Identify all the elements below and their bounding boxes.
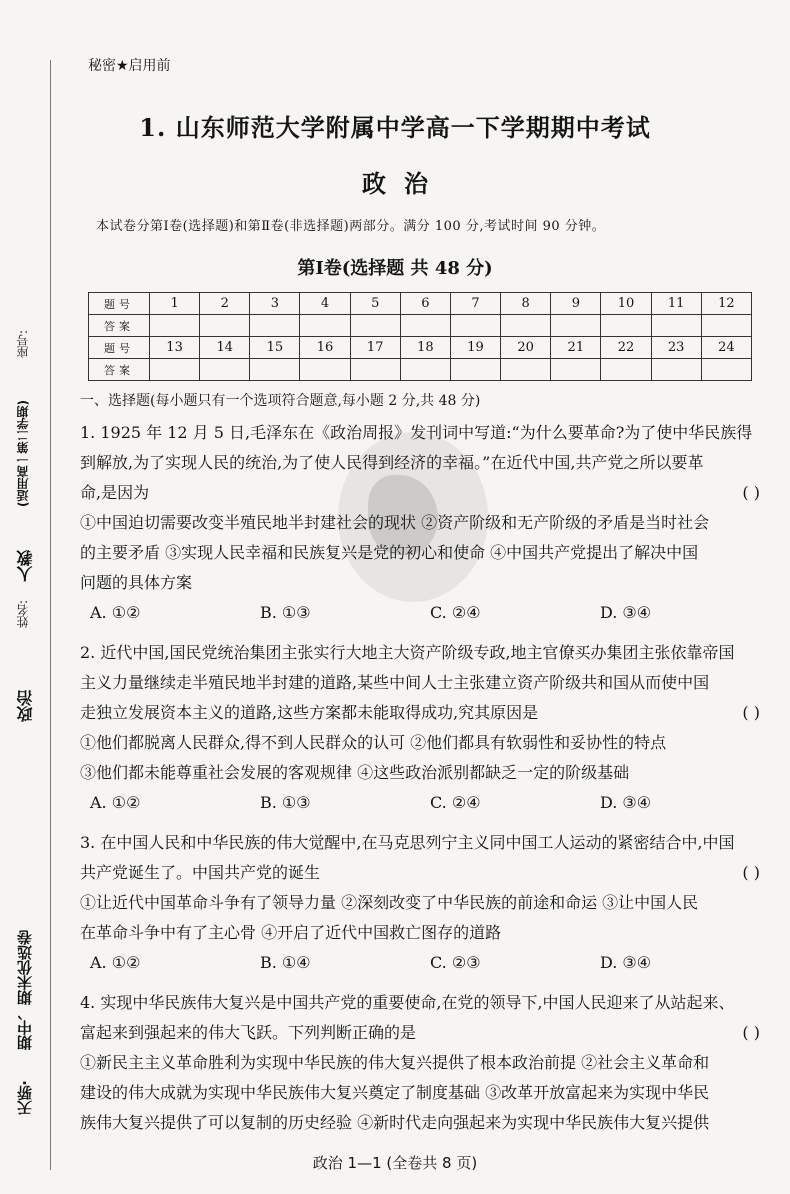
part-one-title: 第Ⅰ卷(选择题 共 48 分) — [297, 258, 493, 279]
options-row — [90, 948, 770, 978]
answer-paren[interactable]: ( ) — [742, 1023, 760, 1042]
margin-name-label: 姓名: — [16, 600, 30, 629]
question-number-cell: 7 — [450, 293, 500, 315]
question-number-cell: 3 — [250, 293, 300, 315]
option-b[interactable]: B. ①③ — [260, 793, 311, 812]
question-number-cell: 1 — [150, 293, 200, 315]
answer-cell[interactable] — [450, 359, 500, 381]
answer-paren[interactable]: ( ) — [742, 863, 760, 882]
section-heading: 一、选择题(每小题只有一个选项符合题意,每小题 2 分,共 48 分) — [80, 393, 481, 409]
question-3 — [80, 828, 770, 978]
answer-cell[interactable] — [250, 315, 300, 337]
question-number-cell: 23 — [651, 337, 701, 359]
page-footer: 政治 1—1 (全卷共 8 页) — [312, 1154, 478, 1172]
row-label: 题号 — [89, 337, 150, 359]
option-a[interactable]: A. ①② — [90, 793, 141, 812]
statement-line: ①中国迫切需要改变半殖民地半封建社会的现状 ②资产阶级和无产阶级的矛盾是当时社会 — [80, 513, 710, 532]
margin-brand-label: 天骄· — [16, 1080, 34, 1116]
statement-line: 在革命斗争中有了主心骨 ④开启了近代中国救亡图存的道路 — [80, 923, 502, 942]
question-number-cell: 17 — [350, 337, 400, 359]
question-stem-line: 1. 1925 年 12 月 5 日,毛泽东在《政治周报》发刊词中写道:“为什么要革命?为了使中华民族得 — [80, 423, 753, 442]
question-number-cell: 24 — [701, 337, 751, 359]
option-d[interactable]: D. ③④ — [600, 953, 652, 972]
question-4 — [80, 988, 770, 1138]
answer-paren[interactable]: ( ) — [742, 483, 760, 502]
margin-edition-label: 人教 — [16, 550, 35, 582]
question-number-cell: 15 — [250, 337, 300, 359]
question-number-cell: 10 — [601, 293, 651, 315]
answer-cell[interactable] — [350, 359, 400, 381]
row-label: 答案 — [89, 315, 150, 337]
statement-line: 建设的伟大成就为实现中华民族伟大复兴奠定了制度基础 ③改革开放富起来为实现中华民 — [80, 1083, 710, 1102]
question-stem-line: 命,是因为 — [80, 483, 150, 502]
answer-cell[interactable] — [150, 359, 200, 381]
option-c[interactable]: C. ②④ — [430, 793, 481, 812]
statement-line: 的主要矛盾 ③实现人民幸福和民族复兴是党的初心和使命 ④中国共产党提出了解决中国 — [80, 543, 699, 562]
statement-line: 族伟大复兴提供了可以复制的历史经验 ④新时代走向强起来为实现中华民族伟大复兴提供 — [80, 1113, 710, 1132]
margin-seat-label: 座号: — [16, 330, 30, 359]
question-number-cell: 16 — [300, 337, 350, 359]
answer-cell[interactable] — [601, 315, 651, 337]
secret-label: 秘密★启用前 — [88, 58, 171, 74]
option-c[interactable]: C. ②③ — [430, 953, 481, 972]
question-stem-line: 3. 在中国人民和中华民族的伟大觉醒中,在马克思列宁主义同中国工人运动的紧密结合中,中国 — [80, 833, 735, 852]
answer-cell[interactable] — [651, 359, 701, 381]
exam-intro: 本试卷分第Ⅰ卷(选择题)和第Ⅱ卷(非选择题)两部分。满分 100 分,考试时间 90 分钟。 — [96, 219, 606, 234]
option-b[interactable]: B. ①③ — [260, 603, 311, 622]
question-number-cell: 11 — [651, 293, 701, 315]
answer-cell[interactable] — [501, 359, 551, 381]
exam-title: 1. 山东师范大学附属中学高一下学期期中考试 — [139, 113, 651, 142]
question-number-cell: 18 — [400, 337, 450, 359]
question-stem-line: 到解放,为了实现人民的统治,为了使人民得到经济的幸福。”在近代中国,共产党之所以要革 — [80, 453, 704, 472]
answer-cell[interactable] — [150, 315, 200, 337]
answer-cell[interactable] — [400, 315, 450, 337]
question-number-cell: 2 — [200, 293, 250, 315]
statement-line: ①新民主主义革命胜利为实现中华民族的伟大复兴提供了根本政治前提 ②社会主义革命和 — [80, 1053, 710, 1072]
question-number-cell: 8 — [501, 293, 551, 315]
binding-line — [50, 60, 51, 1170]
statement-line: ③他们都未能尊重社会发展的客观规律 ④这些政治派别都缺乏一定的阶级基础 — [80, 763, 630, 782]
answer-paren[interactable]: ( ) — [742, 703, 760, 722]
question-number-cell: 6 — [400, 293, 450, 315]
options-row — [90, 598, 770, 628]
statement-line: ①让近代中国革命斗争有了领导力量 ②深刻改变了中华民族的前途和命运 ③让中国人民 — [80, 893, 699, 912]
question-number-cell: 5 — [350, 293, 400, 315]
question-stem-line: 富起来到强起来的伟大飞跃。下列判断正确的是 — [80, 1023, 417, 1042]
question-stem-line: 走独立发展资本主义的道路,这些方案都未能取得成功,究其原因是 — [80, 703, 539, 722]
question-number-cell: 9 — [551, 293, 601, 315]
answer-cell[interactable] — [350, 315, 400, 337]
answer-cell[interactable] — [701, 359, 751, 381]
question-number-cell: 13 — [150, 337, 200, 359]
question-1 — [80, 418, 770, 628]
question-stem-line: 2. 近代中国,国民党统治集团主张实行大地主大资产阶级专政,地主官僚买办集团主张依靠帝国 — [80, 643, 735, 662]
margin-book-label: 期中、期末优选卷 — [16, 930, 34, 1050]
question-stem-line: 主义力量继续走半殖民地半封建的道路,某些中间人士主张建立资产阶级共和国从而使中国 — [80, 673, 710, 692]
answer-cell[interactable] — [200, 359, 250, 381]
answer-cell[interactable] — [551, 315, 601, 337]
answer-grid-answer-row — [89, 315, 752, 337]
answer-grid-number-row — [89, 293, 752, 315]
row-label: 题号 — [89, 293, 150, 315]
option-a[interactable]: A. ①② — [90, 603, 141, 622]
question-number-cell: 22 — [601, 337, 651, 359]
question-number-cell: 21 — [551, 337, 601, 359]
answer-grid-number-row — [89, 337, 752, 359]
option-c[interactable]: C. ②④ — [430, 603, 481, 622]
subject-heading: 政治 — [362, 169, 446, 198]
question-number-cell: 19 — [450, 337, 500, 359]
option-d[interactable]: D. ③④ — [600, 793, 652, 812]
question-number-cell: 14 — [200, 337, 250, 359]
answer-grid — [88, 292, 752, 381]
answer-cell[interactable] — [450, 315, 500, 337]
margin-subject-label: 政治 — [16, 690, 35, 722]
answer-cell[interactable] — [300, 315, 350, 337]
statement-line: 问题的具体方案 — [80, 573, 193, 592]
question-number-cell: 20 — [501, 337, 551, 359]
margin-grade-label: (适用高一第二学期) — [16, 400, 30, 507]
answer-cell[interactable] — [250, 359, 300, 381]
option-b[interactable]: B. ①④ — [260, 953, 311, 972]
answer-cell[interactable] — [651, 315, 701, 337]
question-number-cell: 12 — [701, 293, 751, 315]
question-stem-line: 4. 实现中华民族伟大复兴是中国共产党的重要使命,在党的领导下,中国人民迎来了从站起来、 — [80, 993, 735, 1012]
option-a[interactable]: A. ①② — [90, 953, 141, 972]
row-label: 答案 — [89, 359, 150, 381]
answer-cell[interactable] — [601, 359, 651, 381]
question-number-cell: 4 — [300, 293, 350, 315]
option-d[interactable]: D. ③④ — [600, 603, 652, 622]
question-2 — [80, 638, 770, 818]
answer-cell[interactable] — [300, 359, 350, 381]
options-row — [90, 788, 770, 818]
question-stem-line: 共产党诞生了。中国共产党的诞生 — [80, 863, 321, 882]
answer-cell[interactable] — [501, 315, 551, 337]
answer-cell[interactable] — [551, 359, 601, 381]
answer-cell[interactable] — [200, 315, 250, 337]
answer-cell[interactable] — [701, 315, 751, 337]
answer-grid-answer-row — [89, 359, 752, 381]
statement-line: ①他们都脱离人民群众,得不到人民群众的认可 ②他们都具有软弱性和妥协性的特点 — [80, 733, 667, 752]
answer-cell[interactable] — [400, 359, 450, 381]
